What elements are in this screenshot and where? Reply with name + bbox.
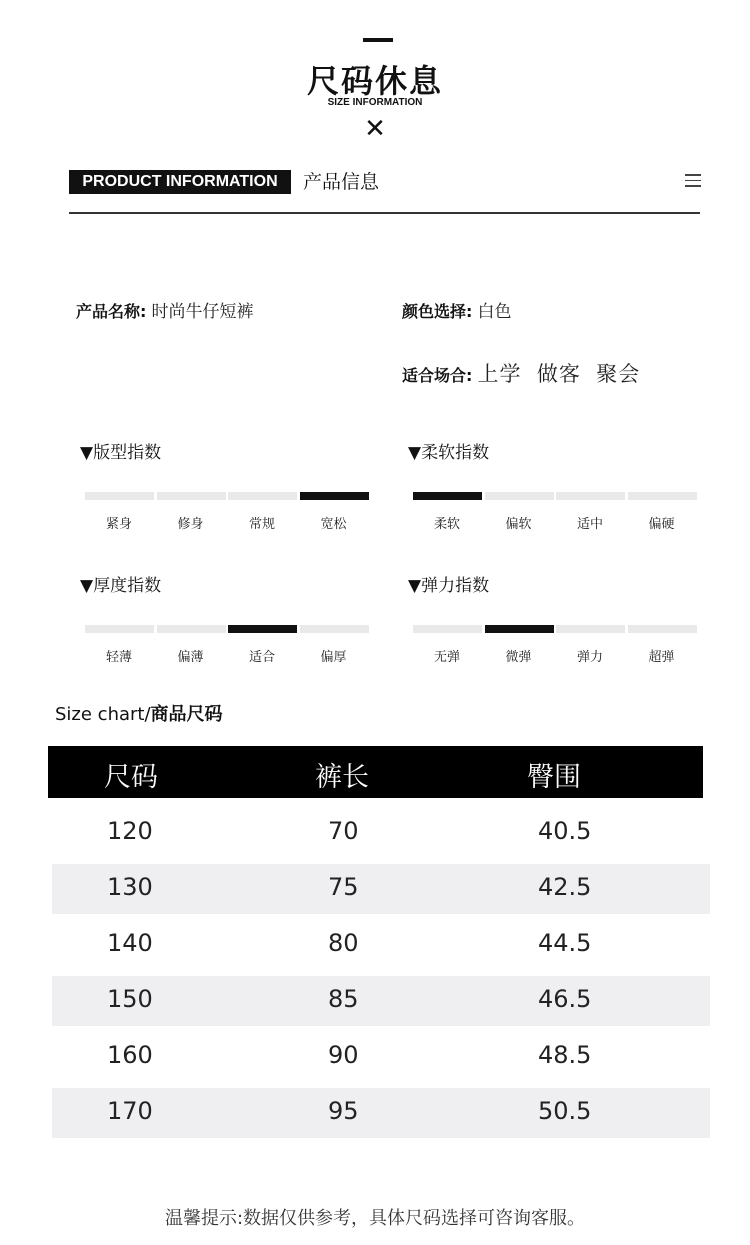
index-title: ▼弹力指数 [408, 576, 490, 596]
product-information-heading: 产品信息 [303, 171, 380, 193]
color-value: 白色 [477, 302, 512, 322]
index-segment [628, 625, 697, 633]
page-title: 尺码休息 [306, 62, 443, 100]
cell-size: 120 [107, 817, 153, 845]
product-name-label: 产品名称: [76, 302, 147, 321]
index-label: 适合 [248, 650, 275, 665]
cell-hip: 44.5 [538, 929, 592, 957]
index-label: 无弹 [433, 650, 460, 665]
size-chart-title [55, 700, 223, 726]
cell-size: 160 [107, 1041, 153, 1069]
index-label: 偏厚 [320, 650, 347, 665]
cell-length: 90 [328, 1041, 359, 1069]
index-segment [228, 625, 297, 633]
index-segment [85, 492, 154, 500]
page-subtitle: SIZE INFORMATION [327, 97, 423, 108]
cell-length: 80 [328, 929, 359, 957]
index-segment [300, 625, 369, 633]
index-label: 微弹 [505, 650, 532, 665]
cell-hip: 42.5 [538, 873, 592, 901]
size-chart-title-en: Size chart/ [55, 704, 151, 725]
cell-size: 140 [107, 929, 153, 957]
hamburger-menu-icon [685, 174, 701, 191]
index-segment [628, 492, 697, 500]
index-segment [300, 492, 369, 500]
header-length: 裤长 [315, 762, 369, 793]
index-label: 轻薄 [105, 650, 132, 665]
product-name-row [76, 297, 254, 322]
index-segment [157, 625, 226, 633]
cell-hip: 50.5 [538, 1097, 592, 1125]
index-segment [556, 625, 625, 633]
index-label: 偏硬 [648, 517, 675, 532]
cell-size: 150 [107, 985, 153, 1013]
occasion-row [402, 358, 640, 388]
occasion-value: 上学 做客 聚会 [477, 362, 641, 386]
index-title: ▼柔软指数 [408, 443, 490, 463]
index-segment [485, 625, 554, 633]
index-label: 宽松 [320, 517, 347, 532]
cell-size: 170 [107, 1097, 153, 1125]
cell-length: 85 [328, 985, 359, 1013]
index-segment [157, 492, 226, 500]
color-label: 颜色选择: [402, 302, 473, 321]
index-segment [413, 625, 482, 633]
index-segment [556, 492, 625, 500]
size-note: 温馨提示:数据仅供参考，具体尺码选择可咨询客服。 [164, 1208, 586, 1229]
index-segment [85, 625, 154, 633]
occasion-label: 适合场合: [402, 366, 473, 385]
cell-length: 70 [328, 817, 359, 845]
index-segment [413, 492, 482, 500]
size-chart-title-cn: 商品尺码 [150, 704, 223, 725]
index-label: 修身 [177, 517, 204, 532]
index-title: ▼厚度指数 [80, 576, 162, 596]
cell-size: 130 [107, 873, 153, 901]
cell-length: 75 [328, 873, 359, 901]
close-icon: ✕ [364, 114, 386, 144]
header-size: 尺码 [104, 762, 158, 793]
index-label: 紧身 [105, 517, 132, 532]
index-label: 弹力 [576, 650, 603, 665]
header-divider [69, 212, 700, 214]
cell-hip: 40.5 [538, 817, 592, 845]
index-label: 偏软 [505, 517, 532, 532]
index-label: 适中 [576, 517, 603, 532]
index-title: ▼版型指数 [80, 443, 162, 463]
cell-length: 95 [328, 1097, 359, 1125]
index-segment [485, 492, 554, 500]
index-segment [228, 492, 297, 500]
index-label: 柔软 [433, 517, 460, 532]
index-label: 超弹 [648, 650, 675, 665]
index-label: 偏薄 [177, 650, 204, 665]
index-label: 常规 [248, 517, 275, 532]
color-row [402, 297, 512, 322]
top-dash-divider [363, 38, 393, 42]
product-information-badge: PRODUCT INFORMATION [69, 170, 291, 194]
header-hip: 臀围 [527, 762, 581, 793]
cell-hip: 46.5 [538, 985, 592, 1013]
product-name-value: 时尚牛仔短裤 [151, 302, 254, 322]
cell-hip: 48.5 [538, 1041, 592, 1069]
